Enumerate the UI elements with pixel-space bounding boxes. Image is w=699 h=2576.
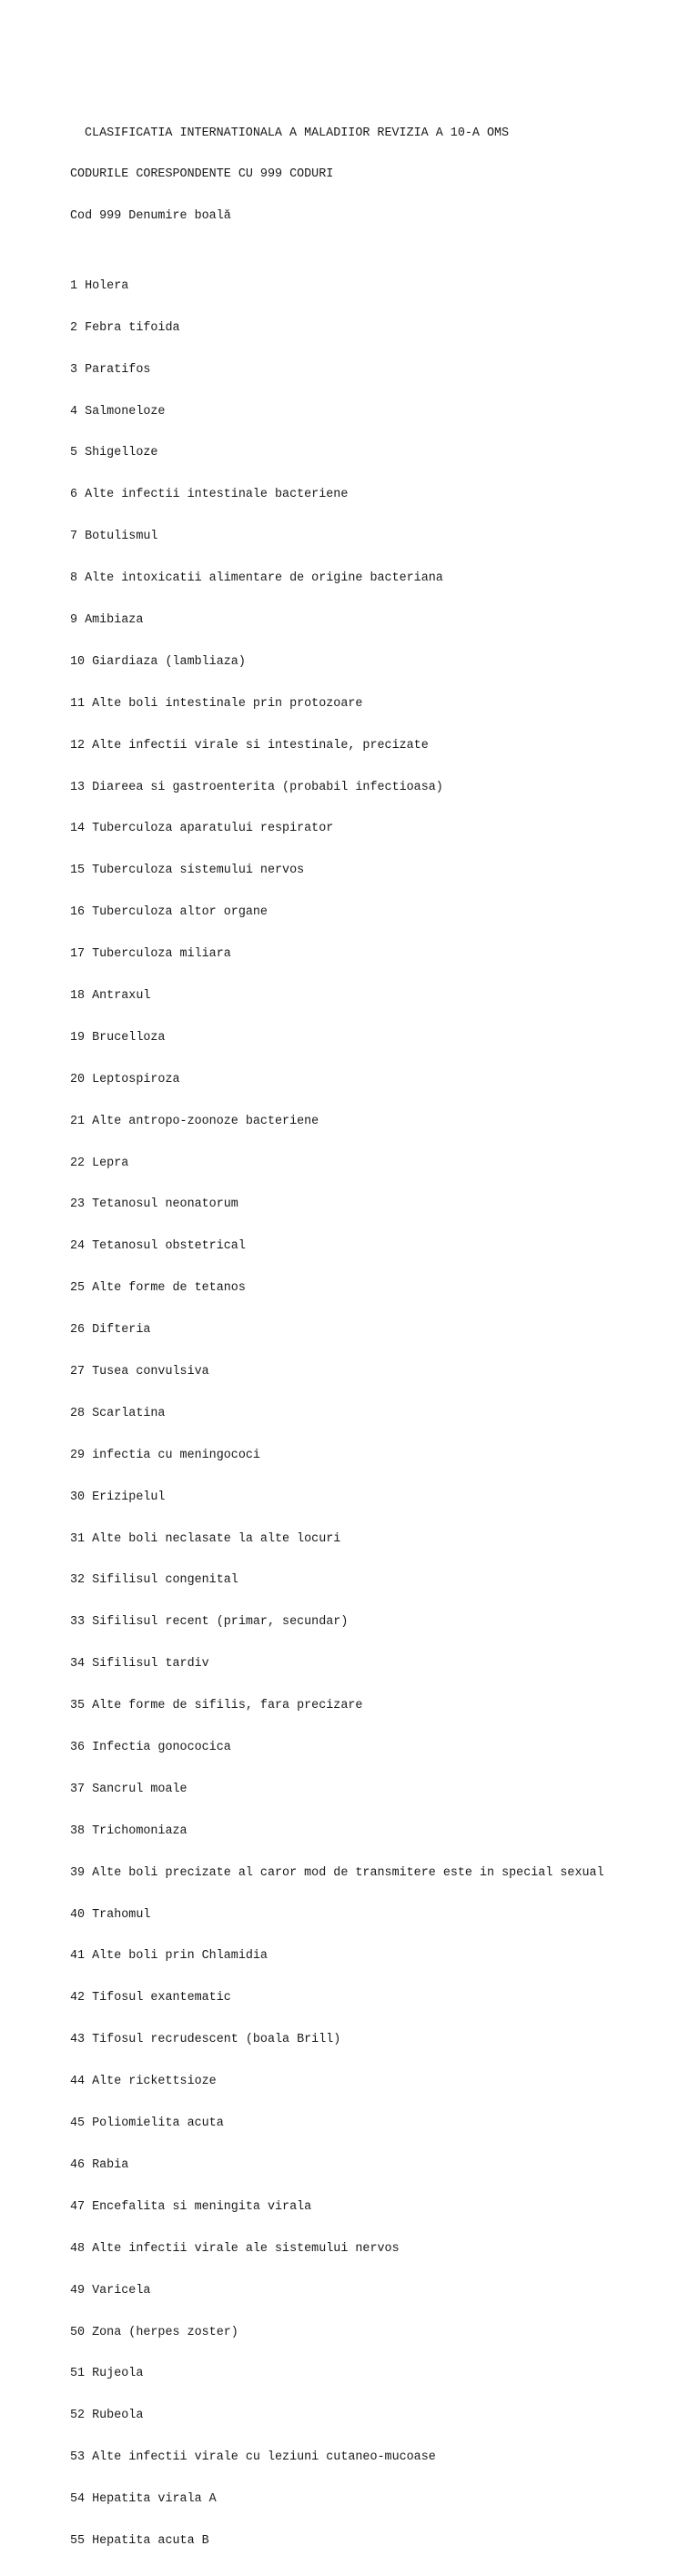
list-item: 7 Botulismul bbox=[70, 530, 158, 544]
list-item: 53 Alte infectii virale cu leziuni cutaneo-mucoase bbox=[70, 2450, 436, 2465]
list-item: 26 Difteria bbox=[70, 1323, 151, 1338]
list-item: 36 Infectia gonococica bbox=[70, 1741, 231, 1755]
list-item: 5 Shigelloze bbox=[70, 446, 158, 460]
list-item: 38 Trichomoniaza bbox=[70, 1823, 187, 1838]
list-item: 52 Rubeola bbox=[70, 2409, 144, 2423]
list-item: 15 Tuberculoza sistemului nervos bbox=[70, 864, 305, 878]
list-item: 24 Tetanosul obstetrical bbox=[70, 1239, 246, 1254]
list-item: 14 Tuberculoza aparatului respirator bbox=[70, 822, 334, 836]
list-item: 27 Tusea convulsiva bbox=[70, 1365, 209, 1379]
list-item: 30 Erizipelul bbox=[70, 1490, 166, 1504]
list-item: 25 Alte forme de tetanos bbox=[70, 1281, 246, 1296]
list-item: 21 Alte antropo-zoonoze bacteriene bbox=[70, 1114, 319, 1128]
list-item: 35 Alte forme de sifilis, fara precizare bbox=[70, 1699, 363, 1713]
list-item: 29 infectia cu meningococi bbox=[70, 1448, 260, 1462]
list-item: 44 Alte rickettsioze bbox=[70, 2075, 217, 2089]
list-item: 28 Scarlatina bbox=[70, 1406, 166, 1420]
document-body bbox=[70, 98, 604, 2548]
list-item: 22 Lepra bbox=[70, 1156, 129, 1170]
document-title: CLASIFICATIA INTERNATIONALA A MALADIIOR REVIZIA A 10-A OMS bbox=[85, 126, 510, 140]
list-item: 46 Rabia bbox=[70, 2157, 129, 2172]
list-item: 49 Varicela bbox=[70, 2283, 151, 2298]
list-item: 54 Hepatita virala A bbox=[70, 2492, 217, 2507]
list-item: 50 Zona (herpes zoster) bbox=[70, 2325, 238, 2339]
document-subtitle: CODURILE CORESPONDENTE CU 999 CODURI bbox=[70, 167, 334, 182]
list-item: 33 Sifilisul recent (primar, secundar) bbox=[70, 1615, 349, 1630]
list-item: 10 Giardiaza (lambliaza) bbox=[70, 654, 246, 669]
list-item: 32 Sifilisul congenital bbox=[70, 1573, 238, 1588]
list-item: 51 Rujeola bbox=[70, 2367, 144, 2381]
list-item: 45 Poliomielita acuta bbox=[70, 2116, 224, 2131]
list-item: 47 Encefalita si meningita virala bbox=[70, 2199, 312, 2214]
list-item: 3 Paratifos bbox=[70, 362, 151, 377]
list-item: 1 Holera bbox=[70, 278, 129, 293]
list-item: 37 Sancrul moale bbox=[70, 1782, 187, 1796]
column-header: Cod 999 Denumire boală bbox=[70, 209, 231, 224]
list-item: 11 Alte boli intestinale prin protozoare bbox=[70, 696, 363, 711]
list-item: 12 Alte infectii virale si intestinale, precizate bbox=[70, 738, 429, 753]
list-item: 34 Sifilisul tardiv bbox=[70, 1657, 209, 1672]
list-item: 8 Alte intoxicatii alimentare de origine bacteriana bbox=[70, 571, 443, 586]
list-item: 18 Antraxul bbox=[70, 989, 151, 1003]
list-item: 40 Trahomul bbox=[70, 1907, 151, 1922]
list-item: 19 Brucelloza bbox=[70, 1030, 166, 1045]
list-item: 17 Tuberculoza miliara bbox=[70, 947, 231, 962]
list-item: 39 Alte boli precizate al caror mod de transmitere este in special sexual bbox=[70, 1865, 604, 1880]
list-item: 16 Tuberculoza altor organe bbox=[70, 905, 268, 920]
disease-list bbox=[70, 251, 604, 2548]
list-item: 23 Tetanosul neonatorum bbox=[70, 1197, 238, 1212]
list-item: 43 Tifosul recrudescent (boala Brill) bbox=[70, 2033, 341, 2047]
list-item: 2 Febra tifoida bbox=[70, 320, 180, 335]
list-item: 31 Alte boli neclasate la alte locuri bbox=[70, 1531, 341, 1546]
list-item: 6 Alte infectii intestinale bacteriene bbox=[70, 488, 349, 502]
list-item: 55 Hepatita acuta B bbox=[70, 2533, 209, 2548]
list-item: 20 Leptospiroza bbox=[70, 1072, 180, 1086]
list-item: 4 Salmoneloze bbox=[70, 404, 166, 419]
list-item: 42 Tifosul exantematic bbox=[70, 1991, 231, 2005]
list-item: 9 Amibiaza bbox=[70, 612, 144, 627]
list-item: 48 Alte infectii virale ale sistemului nervos bbox=[70, 2241, 400, 2256]
list-item: 41 Alte boli prin Chlamidia bbox=[70, 1949, 268, 1964]
list-item: 13 Diareea si gastroenterita (probabil infectioasa) bbox=[70, 780, 443, 794]
